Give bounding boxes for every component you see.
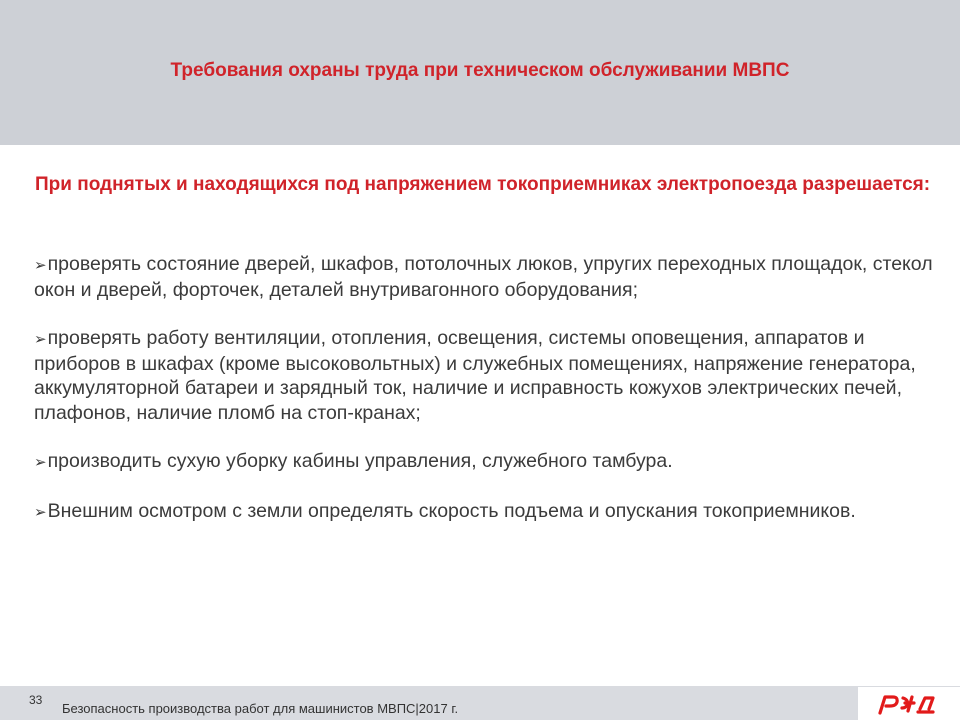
slide-title: Требования охраны труда при техническом обслуживании МВПС bbox=[170, 60, 790, 81]
subheading: При поднятых и находящихся под напряжением токоприемниках электропоезда разрешается: bbox=[35, 174, 931, 195]
list-item bbox=[34, 326, 949, 425]
rzd-logo-icon bbox=[876, 693, 942, 715]
bullet-text: проверять работу вентиляции, отопления, освещения, системы оповещения, аппаратов и приборов в шкафах (кроме высоковольтных) и служебных помещениях, напряжение генератора, аккумуляторной батареи и зарядный ток, наличие и исправность кожухов электрических печей, плафонов, наличие пломб на стоп-кранах; bbox=[34, 327, 916, 424]
list-item bbox=[34, 449, 949, 475]
footer-text: Безопасность производства работ для машинистов МВПС|2017 г. bbox=[62, 701, 459, 716]
page-number: 33 bbox=[29, 693, 43, 707]
rzd-logo bbox=[858, 687, 960, 720]
arrow-bullet-icon: ➢ bbox=[34, 256, 47, 274]
list-item bbox=[34, 252, 949, 302]
bullet-list bbox=[34, 252, 949, 548]
bullet-text: Внешним осмотром с земли определять скорость подъема и опускания токоприемников. bbox=[47, 499, 856, 522]
bullet-text: производить сухую уборку кабины управления, служебного тамбура. bbox=[47, 450, 673, 472]
list-item bbox=[34, 499, 949, 525]
arrow-bullet-icon: ➢ bbox=[34, 330, 47, 348]
bullet-text: проверять состояние дверей, шкафов, потолочных люков, упругих переходных площадок, стекол окон и дверей, форточек, деталей внутривагонного оборудования; bbox=[34, 253, 933, 301]
arrow-bullet-icon: ➢ bbox=[34, 453, 47, 471]
arrow-bullet-icon: ➢ bbox=[34, 502, 47, 521]
